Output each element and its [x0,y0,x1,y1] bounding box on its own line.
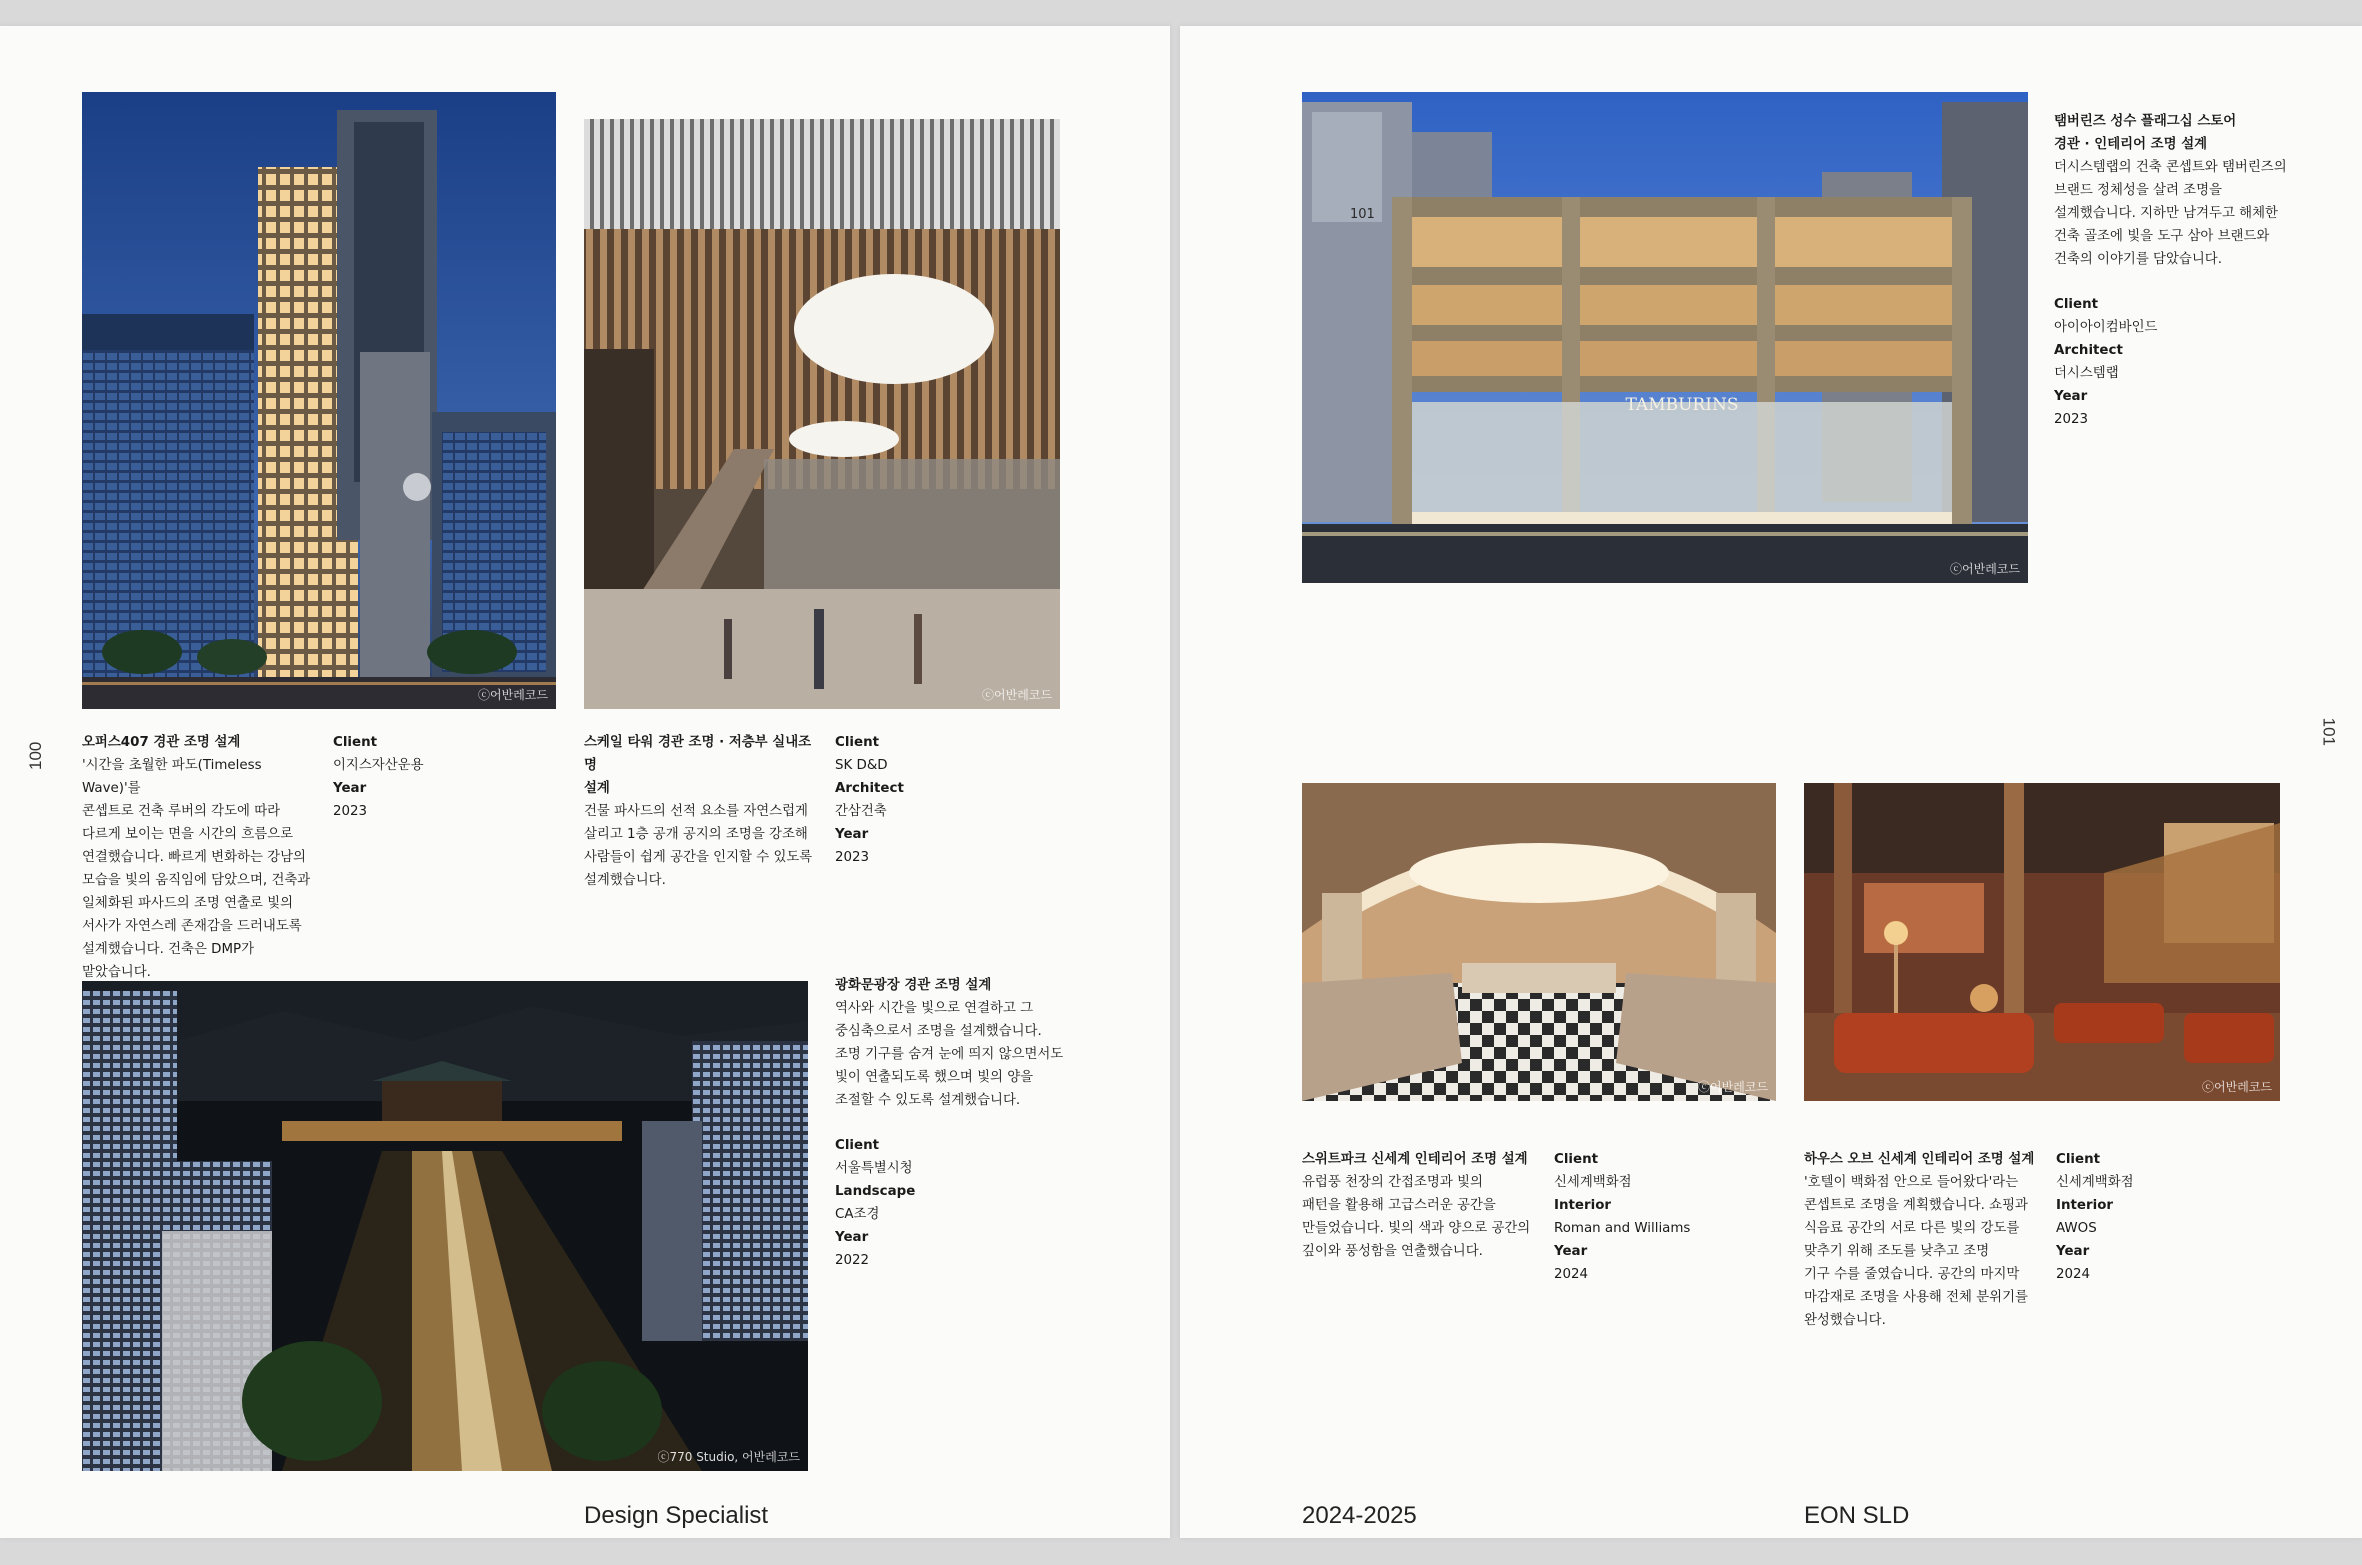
photo-credit: ⓒ어반레코드 [1950,562,2020,576]
scale-tower-description [584,731,824,892]
office407-photo [82,92,556,709]
project-title: 탬버린즈 성수 플래그십 스토어 경관 · 인테리어 조명 설계 [2054,114,2237,152]
meta-value: AWOS [2056,1221,2097,1236]
right-page [1180,26,2362,1538]
footer-center-text: 2024-2025 [1302,1502,1417,1529]
gwanghwamun-photo [82,981,808,1471]
page-number-left: 100 [26,741,45,770]
project-body: 건물 파사드의 선적 요소를 자연스럽게 살리고 1층 공개 공지의 조명을 강조해 사람들이 쉽게 공간을 인지할 수 있도록 설계했습니다. [584,804,813,888]
gwanghwamun-description [835,974,1095,1112]
sweet-park-photo [1302,783,1776,1101]
building-number: 101 [1350,207,1375,222]
house-of-shinsegae-meta [2056,1148,2134,1286]
house-of-shinsegae-description [1804,1148,2054,1332]
meta-label: Client [2056,1152,2101,1167]
tamburins-meta [2054,293,2157,431]
store-sign: TAMBURINS [1625,395,1739,415]
meta-label: Client [333,735,378,750]
meta-value: 2023 [333,804,368,819]
meta-label: Client [2054,297,2099,312]
meta-value: 신세계백화점 [1554,1175,1632,1190]
meta-label: Year [2056,1244,2090,1259]
meta-label: Year [2054,389,2088,404]
page-number-right: 101 [2319,717,2338,746]
meta-label: Architect [835,781,904,796]
meta-value: 더시스템랩 [2054,366,2119,381]
meta-label: Landscape [835,1184,916,1199]
house-of-shinsegae-photo [1804,783,2280,1101]
scale-tower-photo [584,119,1060,709]
meta-value: 신세계백화점 [2056,1175,2134,1190]
meta-value: Roman and Williams [1554,1221,1691,1236]
meta-value: 서울특별시청 [835,1161,913,1176]
meta-label: Year [333,781,367,796]
office407-description [82,731,322,984]
scale-tower-meta [835,731,904,869]
meta-value: CA조경 [835,1207,880,1222]
meta-value: 2023 [835,850,870,865]
meta-label: Interior [2056,1198,2113,1213]
meta-value: 아이아이컴바인드 [2054,320,2158,335]
office407-meta [333,731,424,823]
tamburins-photo [1302,92,2028,583]
meta-label: Client [835,1138,880,1153]
meta-label: Year [835,827,869,842]
photo-credit: ⓒ어반레코드 [2202,1080,2272,1094]
meta-value: 이지스자산운용 [333,758,424,773]
project-title: 오퍼스407 경관 조명 설계 [82,735,241,750]
footer-right-text: EON SLD [1804,1502,1910,1529]
project-body: 역사와 시간을 빛으로 연결하고 그 중심축으로서 조명을 설계했습니다. 조명 기구를 숨겨 눈에 띄지 않으면서도 빛이 연출되도록 했으며 빛의 양을 조절할 수 있도록 설계했습니다. [835,1001,1064,1108]
project-body: '시간을 초월한 파도(Timeless Wave)'를 콘셉트로 건축 루버의 각도에 따라 다르게 보이는 면을 시간의 흐름으로 연결했습니다. 빠르게 변화하는 강남의 모습을 빛의 움직임에 담았으며, 건축과 일체화된 파사드의 조명 연출로 빛의 서사가 자연스레 존재감을 드러내도록 설계했습니다. 건축은 DMP가 맡았습니다. [82,758,311,980]
meta-label: Architect [2054,343,2123,358]
project-title: 스위트파크 신세계 인테리어 조명 설계 [1302,1152,1528,1167]
meta-label: Interior [1554,1198,1611,1213]
meta-label: Year [835,1230,869,1245]
meta-value: 2023 [2054,412,2089,427]
sweet-park-meta [1554,1148,1690,1286]
meta-value: 간삼건축 [835,804,887,819]
sweet-park-description [1302,1148,1542,1263]
meta-value: 2024 [1554,1267,1589,1282]
meta-value: 2024 [2056,1267,2091,1282]
photo-credit: ⓒ어반레코드 [1698,1080,1768,1094]
meta-label: Year [1554,1244,1588,1259]
meta-label: Client [1554,1152,1599,1167]
project-body: '호텔이 백화점 안으로 들어왔다'라는 콘셉트로 조명을 계획했습니다. 쇼핑과 식음료 공간의 서로 다른 빛의 강도를 맞추기 위해 조도를 낮추고 조명 기구 수를 줄였습니다. 공간의 마지막 마감재로 조명을 사용해 전체 분위기를 완성했습니다. [1804,1175,2028,1328]
meta-label: Client [835,735,880,750]
footer-left-text: Design Specialist [584,1502,769,1529]
project-body: 유럽풍 천장의 간접조명과 빛의 패턴을 활용해 고급스러운 공간을 만들었습니다. 빛의 색과 양으로 공간의 깊이와 풍성함을 연출했습니다. [1302,1175,1531,1259]
photo-credit: ⓒ어반레코드 [982,688,1052,702]
meta-value: SK D&D [835,758,888,773]
project-title: 스케일 타워 경관 조명 · 저층부 실내조명 설계 [584,735,812,796]
tamburins-description [2054,110,2334,271]
meta-value: 2022 [835,1253,870,1268]
project-title: 하우스 오브 신세계 인테리어 조명 설계 [1804,1152,2035,1167]
project-title: 광화문광장 경관 조명 설계 [835,978,992,993]
gwanghwamun-meta [835,1134,915,1272]
left-page [0,26,1170,1538]
photo-credit: ⓒ770 Studio, 어반레코드 [657,1450,800,1464]
photo-credit: ⓒ어반레코드 [478,688,548,702]
project-body: 더시스템랩의 건축 콘셉트와 탬버린즈의 브랜드 정체성을 살려 조명을 설계했습니다. 지하만 남겨두고 해체한 건축 골조에 빛을 도구 삼아 브랜드와 건축의 이야기를 담았습니다. [2054,160,2287,267]
